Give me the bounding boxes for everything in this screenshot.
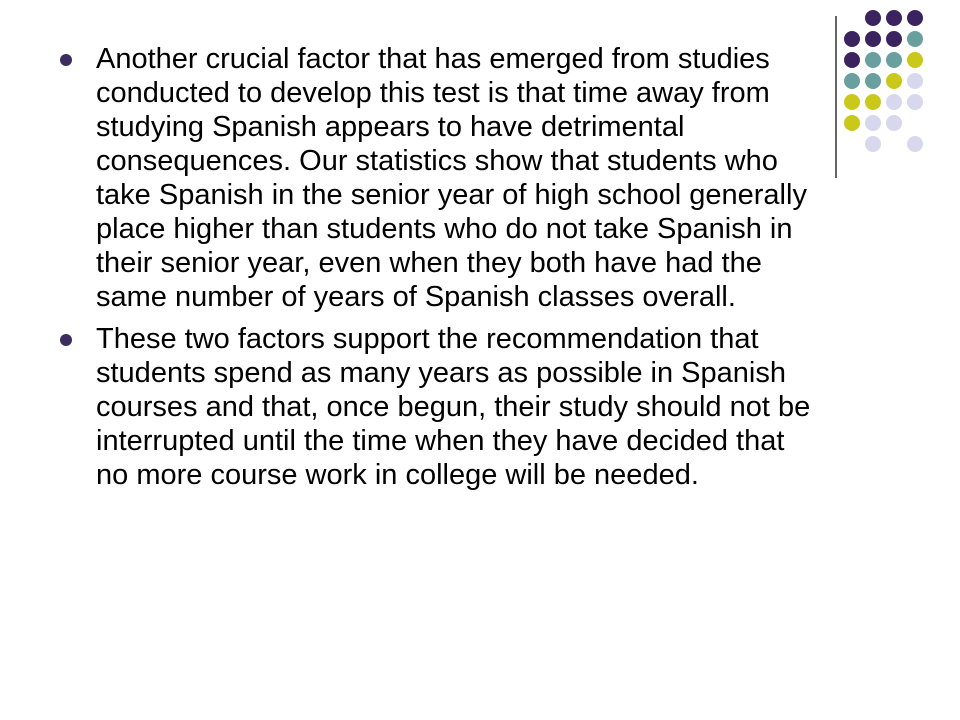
- decorative-dot-teal: [907, 31, 923, 47]
- bullet-text: Another crucial factor that has emerged from studies conducted to develop this test is that time away from studying Spanish appears to have detrimental consequences. Our statistics show that students who take Spanish in the senior year of high school generally place higher than students who do not take Spanish in their senior year, even when they both have had the same number of years of Spanish classes overall.: [96, 43, 807, 313]
- bullet-dot-icon: [60, 334, 72, 346]
- decorative-dot-purple: [865, 31, 881, 47]
- decorative-dot-lavender: [865, 136, 881, 152]
- decorative-dot-lavender: [907, 73, 923, 89]
- bullet-item: [58, 322, 818, 492]
- decorative-dot-teal: [886, 52, 902, 68]
- decorative-dot-lavender: [886, 94, 902, 110]
- decorative-dot-purple: [844, 52, 860, 68]
- decorative-dot-yellow: [844, 94, 860, 110]
- decorative-dot-yellow: [865, 94, 881, 110]
- decorative-dot-purple: [865, 10, 881, 26]
- decorative-dot-yellow: [886, 73, 902, 89]
- decorative-dot-lavender: [865, 115, 881, 131]
- decorative-dot-teal: [844, 73, 860, 89]
- decorative-dot-teal: [865, 73, 881, 89]
- vertical-divider-line: [835, 16, 837, 178]
- slide-body: [58, 42, 818, 498]
- decorative-dot-teal: [865, 52, 881, 68]
- decorative-dot-lavender: [907, 94, 923, 110]
- decorative-dot-lavender: [886, 115, 902, 131]
- decorative-dot-yellow: [907, 52, 923, 68]
- decorative-dot-grid: [844, 10, 944, 158]
- decorative-dot-purple: [907, 10, 923, 26]
- decorative-dot-purple: [886, 10, 902, 26]
- bullet-item: [58, 42, 818, 314]
- bullet-dot-icon: [60, 54, 72, 66]
- decorative-dot-yellow: [844, 115, 860, 131]
- bullet-text: These two factors support the recommendation that students spend as many years as possible in Spanish courses and that, once begun, their study should not be interrupted until the time when they have decided that no more course work in college will be needed.: [96, 323, 811, 491]
- decorative-dot-lavender: [907, 136, 923, 152]
- decorative-dot-purple: [886, 31, 902, 47]
- decorative-dot-purple: [844, 31, 860, 47]
